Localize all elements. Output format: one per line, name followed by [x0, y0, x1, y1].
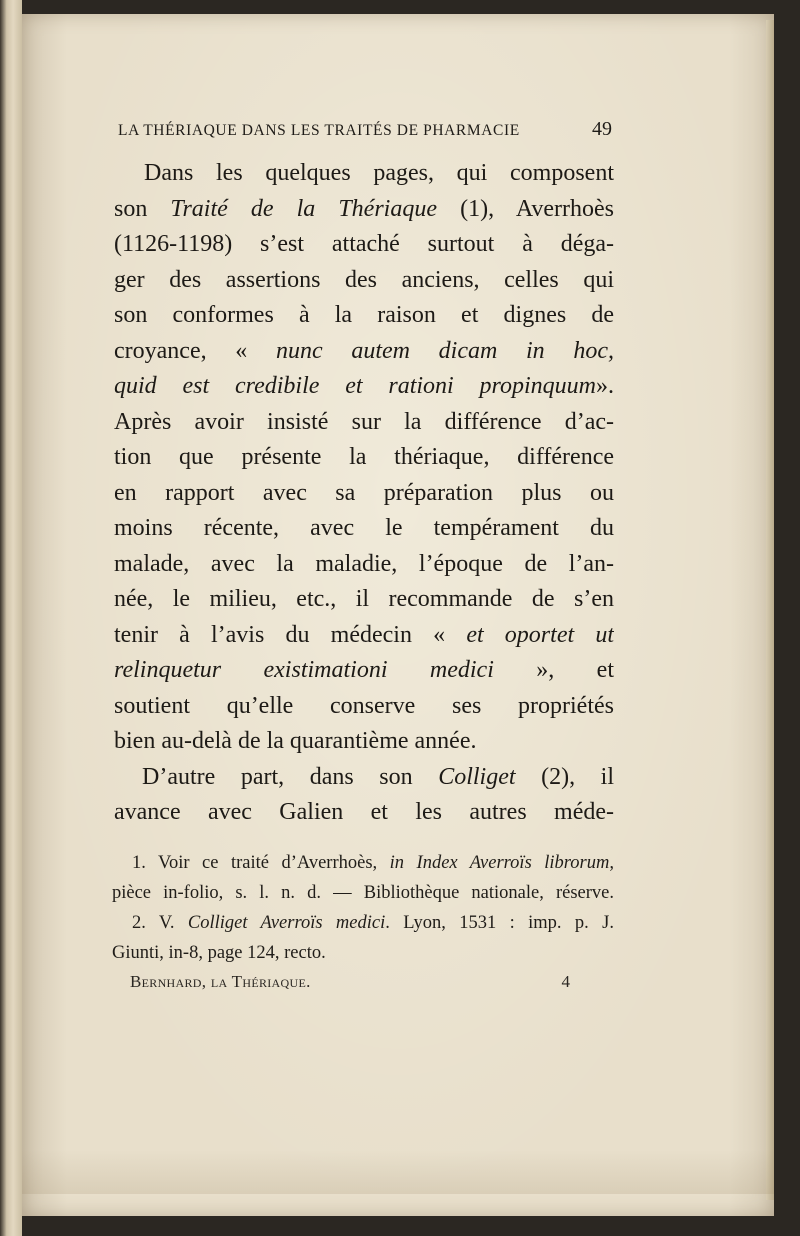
- text-line: soutient qu’elle conserve ses propriétés: [114, 692, 614, 719]
- footnote-1: 1. Voir ce traité d’Averrhoès, in Index Averroïs librorum,: [132, 853, 614, 873]
- signature-line: [130, 972, 570, 992]
- text-line: avance avec Galien et les autres méde-: [114, 799, 614, 825]
- text-line: son Traité de la Thériaque (1), Averrhoès: [114, 195, 614, 222]
- text-line: bien au-delà de la quarantième année.: [114, 728, 477, 754]
- text-line: malade, avec la maladie, l’époque de l’an-: [114, 550, 614, 577]
- text-line: croyance, « nunc autem dicam in hoc,: [114, 337, 614, 364]
- text-line: tion que présente la thériaque, différence: [114, 444, 614, 470]
- text-line: relinquetur existimationi medici », et: [114, 657, 614, 683]
- text-line: (1126-1198) s’est attaché surtout à déga-: [114, 231, 614, 257]
- running-head: [118, 118, 612, 146]
- body-text: [114, 156, 614, 831]
- page-number: 49: [592, 118, 612, 140]
- footnotes: [112, 848, 614, 968]
- running-head-title: LA THÉRIAQUE DANS LES TRAITÉS DE PHARMACIE: [118, 122, 520, 139]
- text-line: son conformes à la raison et dignes de: [114, 302, 614, 328]
- footnote-2-continued: Giunti, in-8, page 124, recto.: [112, 943, 326, 963]
- text-line: Après avoir insisté sur la différence d’ac-: [114, 408, 614, 435]
- text-line: tenir à l’avis du médecin « et oportet ut: [114, 621, 614, 648]
- page-edge-strip: [766, 20, 774, 1200]
- text-line: Dans les quelques pages, qui composent: [144, 160, 614, 186]
- footnote-1-continued: pièce in-folio, s. l. n. d. — Bibliothèque nationale, réserve.: [112, 883, 614, 903]
- text-line: quid est credibile et rationi propinquum».: [114, 373, 614, 399]
- signature-sheet-number: 4: [561, 972, 570, 991]
- facing-page-edge: [0, 0, 22, 1236]
- signature-author-title: Bernhard, la Thériaque.: [130, 972, 311, 991]
- text-line: née, le milieu, etc., il recommande de s’en: [114, 586, 614, 612]
- text-line: ger des assertions des anciens, celles qui: [114, 266, 614, 293]
- page-bottom-shadow: [22, 1150, 774, 1194]
- footnote-2: 2. V. Colliget Averroïs medici. Lyon, 1531 : imp. p. J.: [132, 913, 614, 933]
- text-line: D’autre part, dans son Colliget (2), il: [142, 763, 614, 790]
- text-line: en rapport avec sa préparation plus ou: [114, 479, 614, 506]
- text-line: moins récente, avec le tempérament du: [114, 515, 614, 541]
